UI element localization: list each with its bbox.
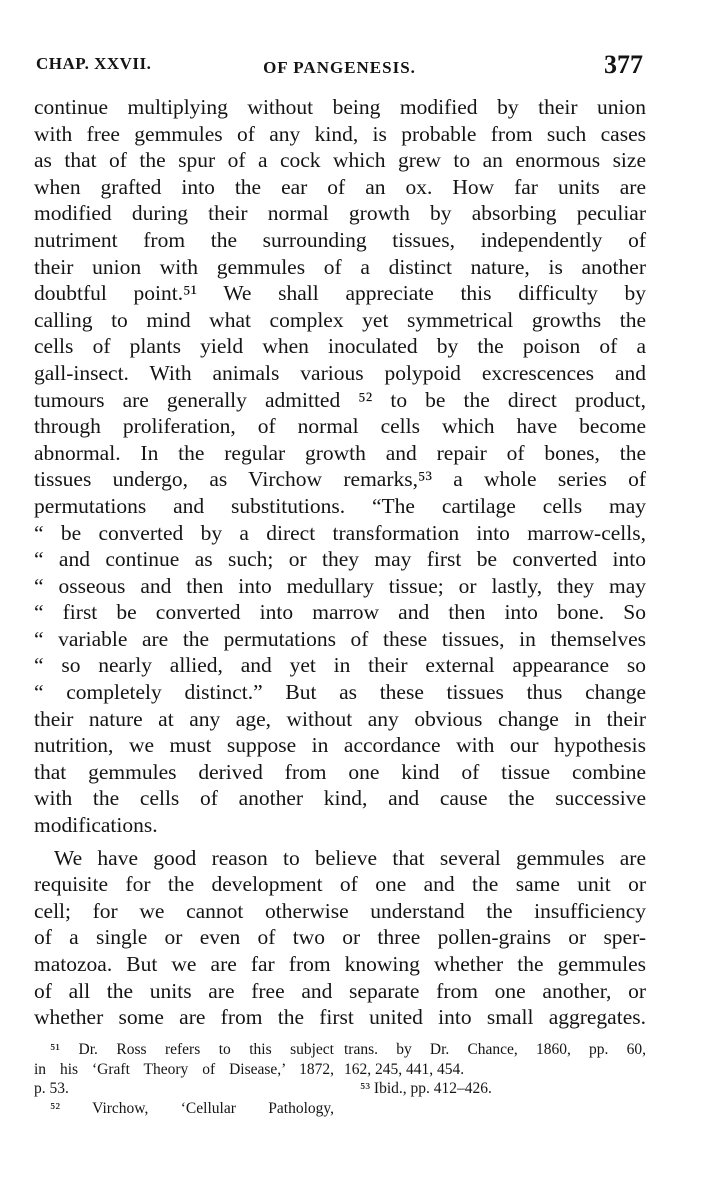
text-line: nutriment from the surrounding tissues, independently of bbox=[34, 227, 646, 252]
text-line: “ variable are the permutations of these tissues, in themselves bbox=[34, 626, 646, 651]
text-line: when grafted into the ear of an ox. How far units are bbox=[34, 174, 646, 199]
text-line: “ so nearly allied, and yet in their external appearance so bbox=[34, 653, 646, 678]
text-line: permutations and substitutions. “The cartilage cells may bbox=[34, 493, 646, 518]
text-line: with free gemmules of any kind, is probable from such cases bbox=[34, 121, 646, 146]
text-line: as that of the spur of a cock which grew to an enormous size bbox=[34, 148, 646, 173]
running-header bbox=[36, 50, 643, 84]
text-line: that gemmules derived from one kind of tissue combine bbox=[34, 759, 646, 784]
footnotes-left-column bbox=[34, 1040, 334, 1118]
text-line: “ and continue as such; or they may first be converted into bbox=[34, 547, 646, 572]
paragraph-2 bbox=[34, 845, 646, 1031]
text-line: requisite for the development of one and the same unit or bbox=[34, 872, 646, 897]
text-line: doubtful point.⁵¹ We shall appreciate this difficulty by bbox=[34, 281, 646, 306]
page-title: OF PANGENESIS. bbox=[263, 58, 416, 77]
footnote-line: 162, 245, 441, 454. bbox=[344, 1060, 465, 1078]
text-line: matozoa. But we are far from knowing whether the gemmules bbox=[34, 952, 646, 976]
text-line: tumours are generally admitted ⁵² to be the direct product, bbox=[34, 387, 646, 412]
text-line: abnormal. In the regular growth and repair of bones, the bbox=[34, 440, 646, 465]
text-line: their union with gemmules of a distinct nature, is another bbox=[34, 254, 646, 279]
footnotes-right-column bbox=[344, 1040, 646, 1099]
text-line: cell; for we cannot otherwise understand the insufficiency bbox=[34, 898, 646, 923]
text-line: continue multiplying without being modified by their union bbox=[34, 95, 646, 119]
text-line: modified during their normal growth by absorbing peculiar bbox=[34, 201, 646, 226]
footnote-line: trans. by Dr. Chance, 1860, pp. 60, bbox=[344, 1041, 646, 1058]
text-line: nutrition, we must suppose in accordance with our hypothesis bbox=[34, 733, 646, 758]
text-line: “ completely distinct.” But as these tissues thus change bbox=[34, 680, 646, 705]
footnote-line: p. 53. bbox=[34, 1080, 69, 1097]
text-line: cells of plants yield when inoculated by the poison of a bbox=[34, 334, 646, 359]
footnote-line: ⁵² Virchow, ‘Cellular Pathology, bbox=[50, 1099, 334, 1117]
body-text bbox=[34, 94, 646, 1031]
chapter-label: CHAP. XXVII. bbox=[36, 54, 152, 73]
footnote-line: in his ‘Graft Theory of Disease,’ 1872, bbox=[34, 1060, 334, 1078]
text-line: tissues undergo, as Virchow remarks,⁵³ a whole series of bbox=[34, 467, 646, 492]
text-line: their nature at any age, without any obvious change in their bbox=[34, 706, 646, 731]
text-line: through proliferation, of normal cells which have become bbox=[34, 414, 646, 439]
text-line: We have good reason to believe that several gemmules are bbox=[54, 845, 646, 870]
paragraph-1 bbox=[34, 94, 646, 839]
footnote-line: ⁵³ Ibid., pp. 412–426. bbox=[360, 1080, 492, 1097]
text-line: “ be converted by a direct transformation into marrow-cells, bbox=[34, 520, 646, 545]
text-line: “ first be converted into marrow and then into bone. So bbox=[34, 600, 646, 625]
text-line: whether some are from the first united into small aggregates. bbox=[34, 1005, 646, 1030]
page-number: 377 bbox=[604, 50, 643, 79]
text-line: of all the units are free and separate from one another, or bbox=[34, 978, 646, 1003]
text-line: calling to mind what complex yet symmetrical growths the bbox=[34, 307, 646, 332]
footnote-line: ⁵¹ Dr. Ross refers to this subject bbox=[50, 1041, 334, 1058]
text-line: with the cells of another kind, and cause the successive bbox=[34, 786, 646, 811]
text-line: modifications. bbox=[34, 813, 158, 838]
text-line: gall-insect. With animals various polypoid excrescences and bbox=[34, 360, 646, 385]
text-line: “ osseous and then into medullary tissue; or lastly, they may bbox=[34, 573, 646, 598]
text-line: of a single or even of two or three pollen-grains or sper- bbox=[34, 925, 646, 950]
